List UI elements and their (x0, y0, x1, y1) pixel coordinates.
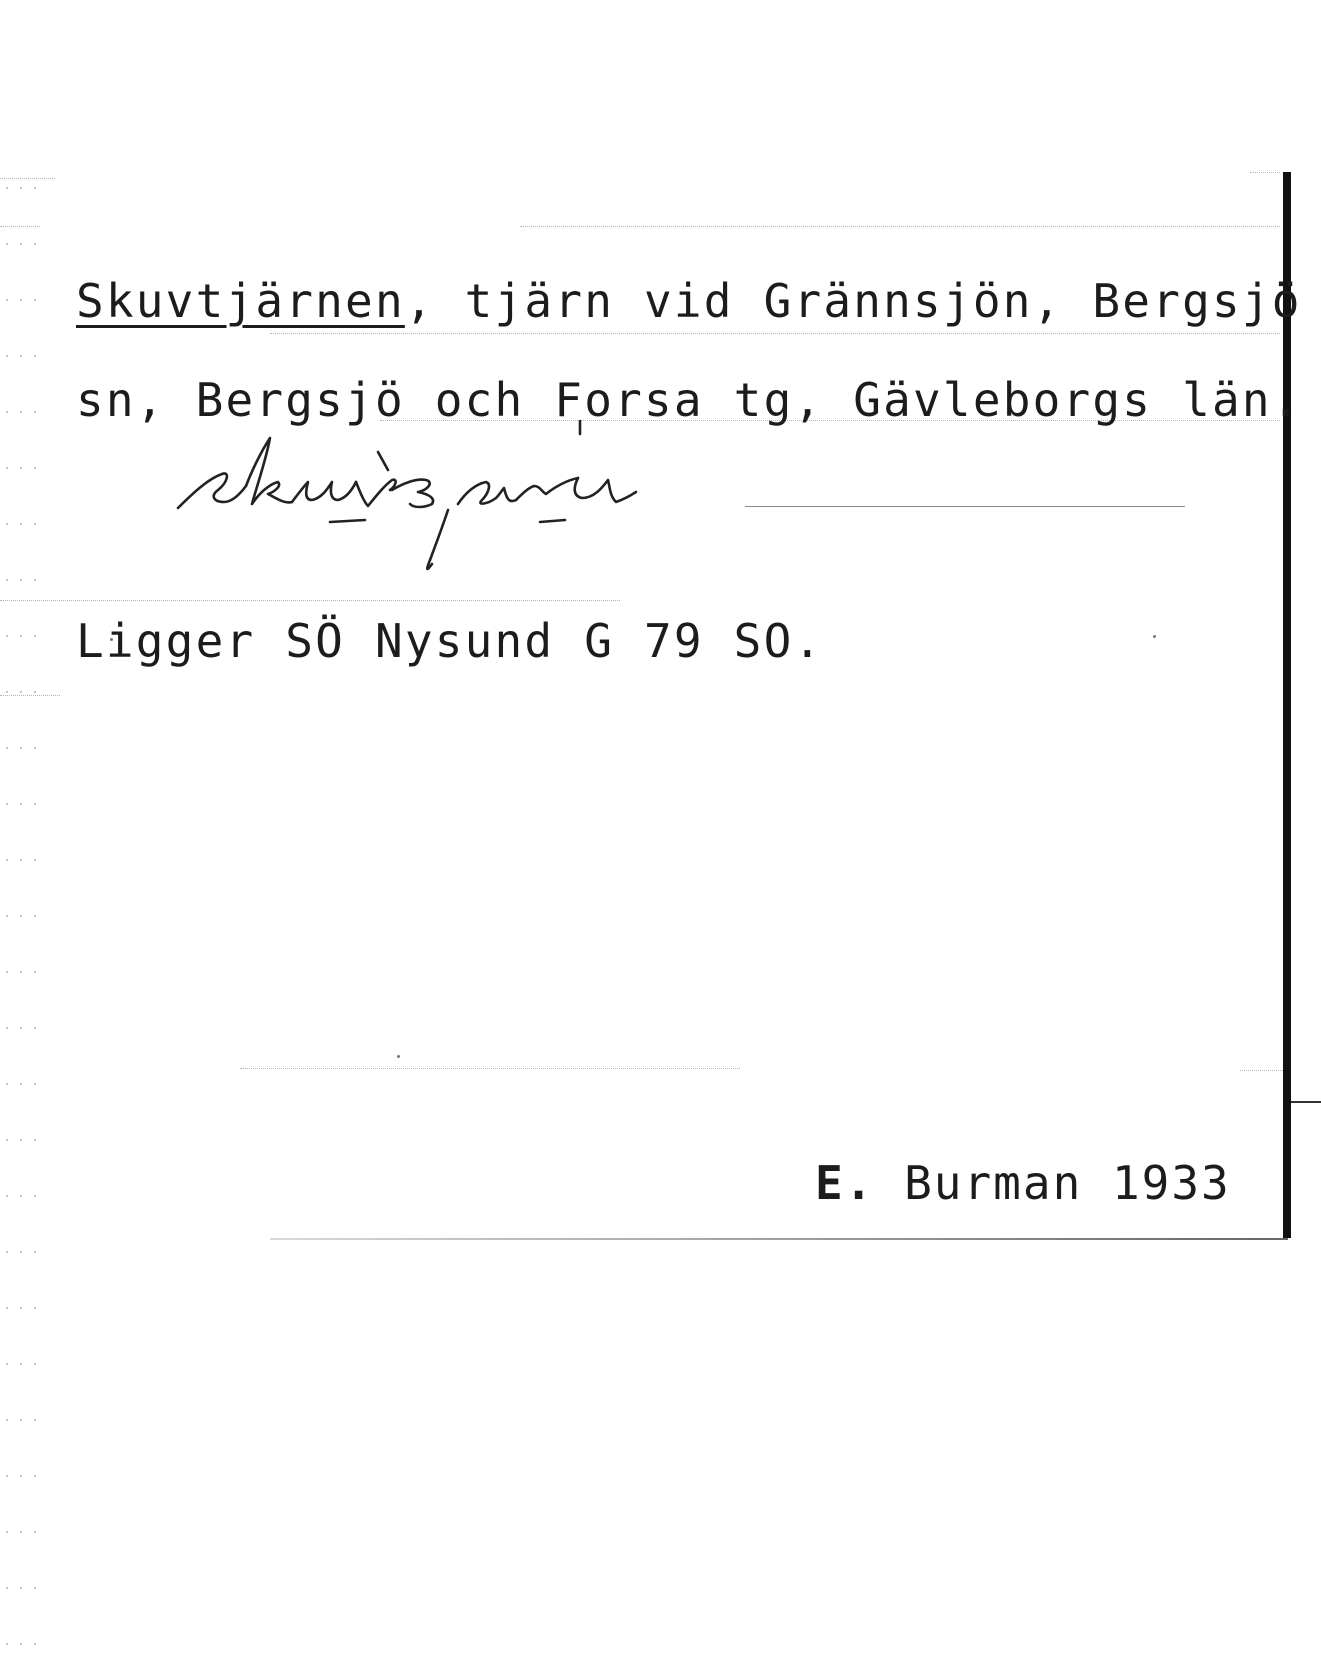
scan-edge-noise (0, 160, 42, 1660)
guide-line (0, 695, 60, 696)
guide-line (240, 1068, 740, 1069)
pronunciation-handwriting (170, 420, 750, 580)
speck (1153, 635, 1156, 638)
handwriting-guide-line (745, 506, 1185, 507)
signature-initial: E. (815, 1156, 875, 1210)
card-border-tick (1291, 1101, 1321, 1103)
signature-line (815, 1156, 1231, 1210)
guide-line (0, 600, 620, 601)
entry-line-1 (76, 274, 1302, 328)
guide-line (0, 226, 40, 227)
guide-line (520, 226, 1280, 227)
guide-line (270, 333, 1280, 334)
guide-line (0, 178, 55, 179)
card-bottom-border (270, 1238, 1288, 1240)
guide-line (1250, 172, 1280, 173)
headword: Skuvtjärnen (76, 274, 405, 328)
entry-line-1-rest: , tjärn vid Grännsjön, Bergsjö (404, 274, 1302, 328)
speck (397, 1055, 400, 1058)
card-right-border (1283, 172, 1291, 1238)
entry-line-2: sn, Bergsjö och Forsa tg, Gävleborgs län. (76, 373, 1302, 427)
signature-name: Burman 1933 (904, 1156, 1231, 1210)
guide-line (1240, 1070, 1285, 1071)
location-line: Ligger SÖ Nysund G 79 SO. (76, 614, 824, 668)
